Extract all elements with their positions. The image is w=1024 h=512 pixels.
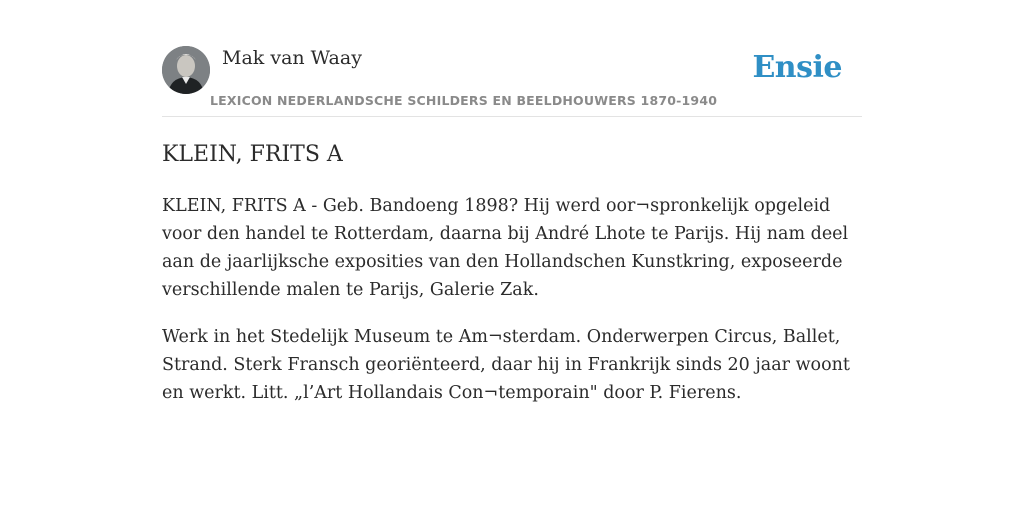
author-avatar[interactable] [162, 46, 210, 94]
portrait-icon [162, 46, 210, 94]
article-paragraph: Werk in het Stedelijk Museum te Am¬sterdam. Onderwerpen Circus, Ballet, Strand. Sterk Fransch georiënteerd, daar hij in Frankrijk sinds 20 jaar woont en werkt. Litt. „l’Art Hollandais Con¬temporain" door P. Fierens. [162, 327, 850, 403]
author-name[interactable]: Mak van Waay [222, 47, 362, 69]
article-title: KLEIN, FRITS A [162, 142, 343, 167]
article-paragraph: KLEIN, FRITS A - Geb. Bandoeng 1898? Hij werd oor¬spronkelijk opgeleid voor den handel te Rotterdam, daarna bij André Lhote te Parijs. Hij nam deel aan de jaarlijksche exposities van den Hollandschen Kunstkring, exposeerde verschillende malen te Parijs, Galerie Zak. [162, 196, 849, 300]
ensie-logo[interactable]: Ensie [752, 50, 842, 85]
lexicon-title[interactable]: LEXICON NEDERLANDSCHE SCHILDERS EN BEELDHOUWERS 1870-1940 [210, 93, 718, 108]
header [162, 46, 862, 117]
article-body [162, 192, 852, 426]
